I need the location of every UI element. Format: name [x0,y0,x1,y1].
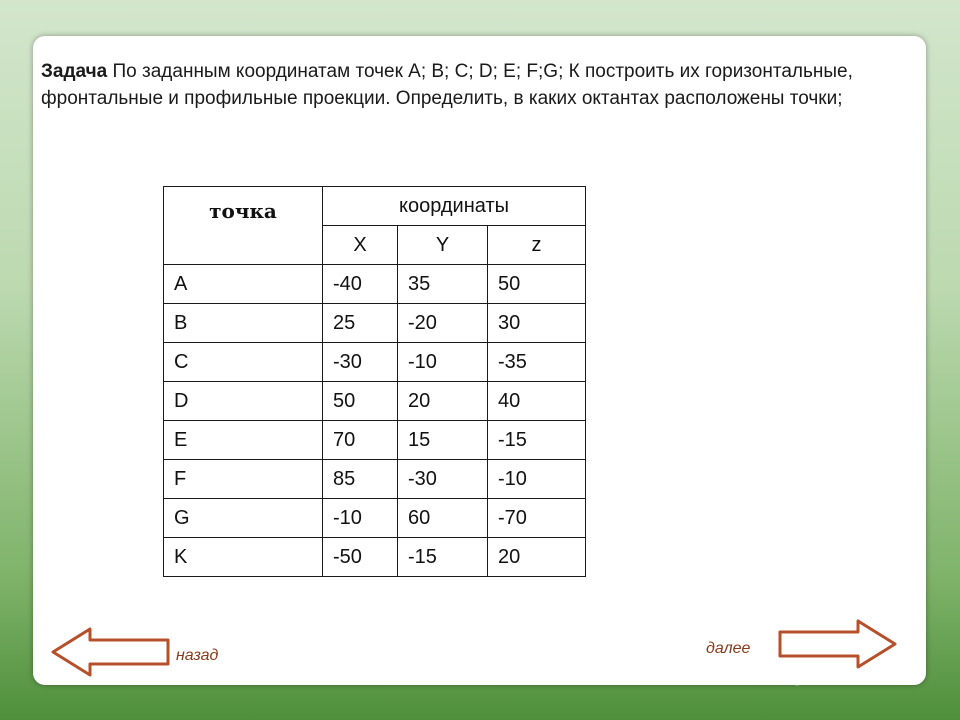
left-arrow-icon [53,629,168,675]
y-value: 35 [398,265,488,304]
x-value: 70 [323,421,398,460]
point-name: F [164,460,323,499]
point-header: точка [164,187,323,265]
next-link[interactable]: далее [706,640,751,657]
point-name: G [164,499,323,538]
table-row [164,265,586,304]
y-value: -10 [398,343,488,382]
task-text [41,58,911,112]
z-value: -70 [488,499,586,538]
table-row [164,538,586,577]
task-description: По заданным координатам точек А; В; С; D; Е; F;G; К построить их горизонтальные, фронтальные и профильные проекции. Определить, в каких октантах расположены точки; [41,61,853,109]
x-value: -40 [323,265,398,304]
back-link[interactable]: назад [176,647,219,664]
point-name: D [164,382,323,421]
coordinates-table [163,186,586,577]
y-value: 60 [398,499,488,538]
back-arrow-button[interactable] [50,626,172,678]
x-value: -30 [323,343,398,382]
table-row [164,421,586,460]
right-arrow-icon [780,621,895,667]
coords-header: координаты [323,187,586,226]
point-name: B [164,304,323,343]
slide-card [33,36,926,685]
point-name: K [164,538,323,577]
y-value: 20 [398,382,488,421]
point-name: E [164,421,323,460]
y-value: -20 [398,304,488,343]
x-value: 25 [323,304,398,343]
z-value: 50 [488,265,586,304]
z-value: -35 [488,343,586,382]
z-value: 30 [488,304,586,343]
point-name: A [164,265,323,304]
task-label: Задача [41,61,108,82]
table-row [164,460,586,499]
table-header-row [164,187,586,226]
watermark-logo: MyShared [775,662,885,687]
y-value: -30 [398,460,488,499]
z-value: -10 [488,460,586,499]
z-value: 20 [488,538,586,577]
table-row [164,499,586,538]
table-row [164,343,586,382]
axis-x-header: X [323,226,398,265]
x-value: 50 [323,382,398,421]
z-value: 40 [488,382,586,421]
table-row [164,304,586,343]
y-value: 15 [398,421,488,460]
axis-z-header: z [488,226,586,265]
point-name: C [164,343,323,382]
x-value: -10 [323,499,398,538]
x-value: -50 [323,538,398,577]
x-value: 85 [323,460,398,499]
axis-y-header: Y [398,226,488,265]
y-value: -15 [398,538,488,577]
z-value: -15 [488,421,586,460]
table-row [164,382,586,421]
